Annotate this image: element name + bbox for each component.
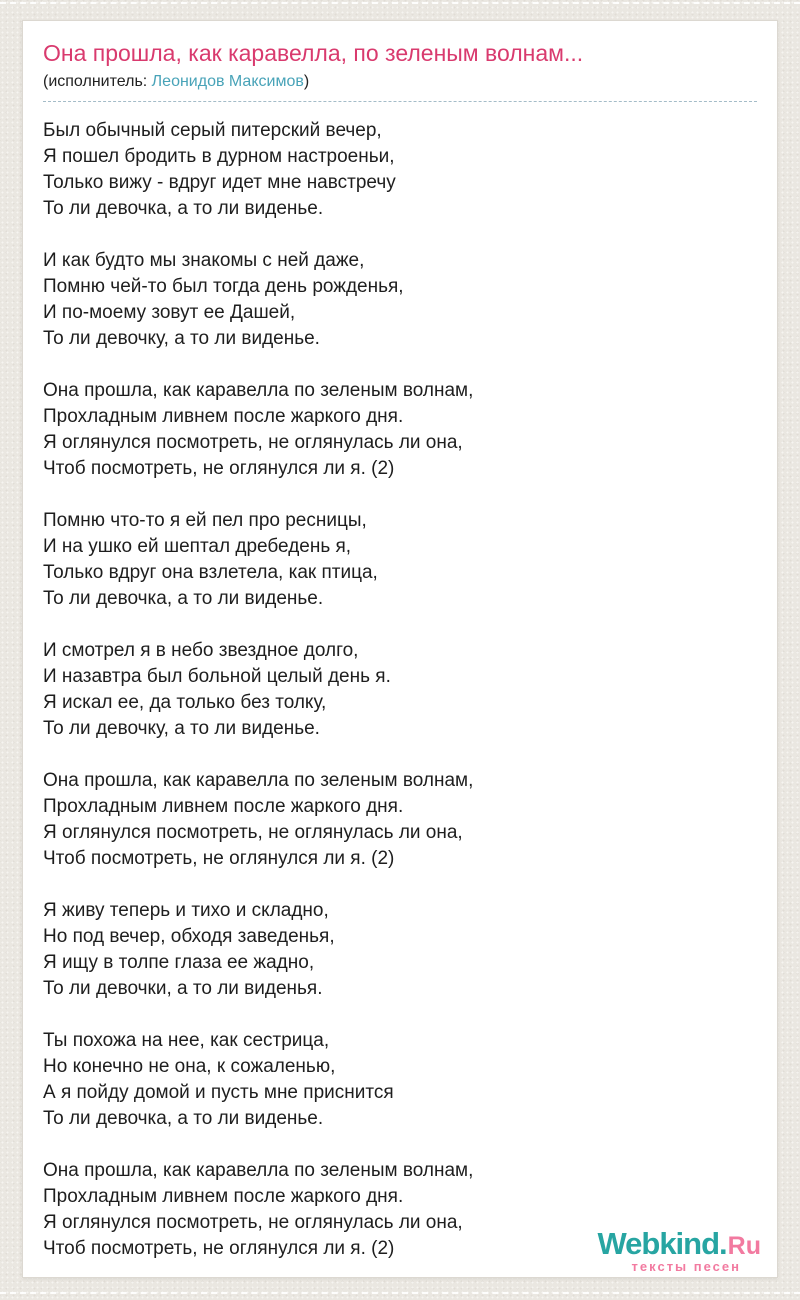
site-logo [597, 1228, 761, 1273]
logo-webkind-text: Webkind [597, 1226, 720, 1261]
stanza: Ты похожа на нее, как сестрица, Но конечно не она, к сожаленью, А я пойду домой и пусть мне приснится То ли девочка, а то ли виденье. [43, 1030, 394, 1129]
stanza: Я живу теперь и тихо и складно, Но под вечер, обходя заведенья, Я ищу в толпе глаза ее жадно, То ли девочки, а то ли виденья. [43, 900, 335, 999]
stanza: Она прошла, как каравелла по зеленым волнам, Прохладным ливнем после жаркого дня. Я оглянулся посмотреть, не оглянулась ли она, Чтоб посмотреть, не оглянулся ли я. (2) [43, 380, 474, 479]
logo-dot: . [719, 1226, 728, 1261]
artist-line [43, 72, 757, 92]
lyrics-card [22, 20, 778, 1278]
stanza: Она прошла, как каравелла по зеленым волнам, Прохладным ливнем после жаркого дня. Я оглянулся посмотреть, не оглянулась ли она, Чтоб посмотреть, не оглянулся ли я. (2) [43, 770, 474, 869]
song-title: Она прошла, как каравелла, по зеленым волнам... [43, 40, 584, 66]
stanza: Был обычный серый питерский вечер, Я пошел бродить в дурном настроеньи, Только вижу - вдруг идет мне навстречу То ли девочка, а то ли виденье. [43, 120, 396, 219]
logo-ru-text: Ru [727, 1232, 761, 1260]
lyrics [43, 118, 757, 1262]
stanza: Она прошла, как каравелла по зеленым волнам, Прохладным ливнем после жаркого дня. Я оглянулся посмотреть, не оглянулась ли она, Чтоб посмотреть, не оглянулся ли я. (2) [43, 1160, 474, 1259]
logo-tagline: тексты песен [631, 1259, 741, 1274]
top-stitch-divider [0, 2, 800, 4]
stanza: И как будто мы знакомы с ней даже, Помню чей-то был тогда день рожденья, И по-моему зовут ее Дашей, То ли девочку, а то ли виденье. [43, 250, 404, 349]
site-logo-link[interactable] [597, 1228, 761, 1259]
bottom-stitch-divider [0, 1292, 800, 1294]
artist-label-suffix: ) [303, 73, 310, 90]
song-header [43, 39, 757, 102]
stanza: И смотрел я в небо звездное долго, И назавтра был больной целый день я. Я искал ее, да только без толку, То ли девочку, а то ли виденье. [43, 640, 391, 739]
artist-link[interactable]: Леонидов Максимов [151, 73, 304, 90]
stanza: Помню что-то я ей пел про ресницы, И на ушко ей шептал дребедень я, Только вдруг она взлетела, как птица, То ли девочка, а то ли виденье. [43, 510, 378, 609]
artist-label-prefix: (исполнитель: [43, 73, 152, 90]
